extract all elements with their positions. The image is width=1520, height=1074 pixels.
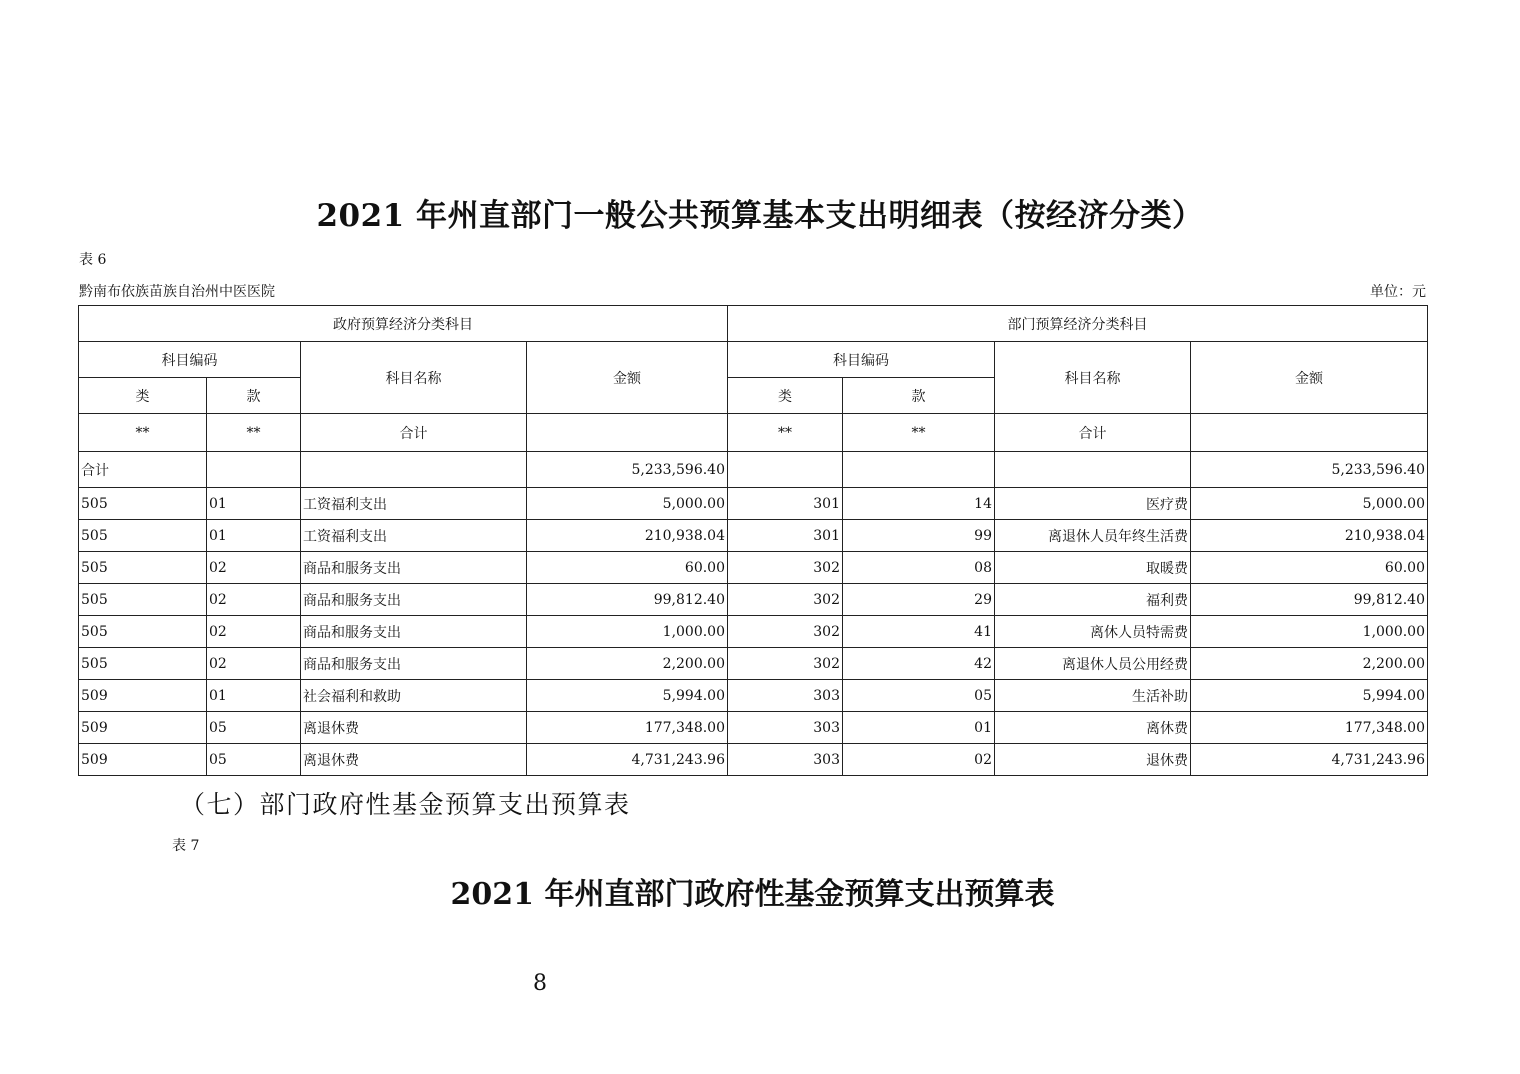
- dept-class-cell: 302: [728, 616, 843, 648]
- table-row: [79, 616, 1428, 648]
- dept-name-header: 科目名称: [995, 342, 1191, 414]
- gov-class-cell: 505: [79, 520, 207, 552]
- dept-item-cell: 05: [843, 680, 995, 712]
- gov-name-total-label: 合计: [301, 414, 527, 452]
- dept-amount-cell: 1,000.00: [1191, 616, 1428, 648]
- gov-class-star: **: [79, 414, 207, 452]
- gov-name-cell: 商品和服务支出: [301, 552, 527, 584]
- gov-item-cell: 01: [207, 520, 301, 552]
- gov-code-header: 科目编码: [79, 342, 301, 378]
- table-row: [79, 712, 1428, 744]
- gov-amount-cell: 1,000.00: [527, 616, 728, 648]
- table-row: [79, 552, 1428, 584]
- gov-amount-cell: 177,348.00: [527, 712, 728, 744]
- gov-name-header: 科目名称: [301, 342, 527, 414]
- second-title: 2021 年州直部门政府性基金预算支出预算表: [450, 877, 1055, 912]
- table-row: [79, 648, 1428, 680]
- dept-name-total-label: 合计: [995, 414, 1191, 452]
- table-number: 表 6: [79, 252, 107, 268]
- dept-total-amount: 5,233,596.40: [1191, 452, 1428, 488]
- dept-amount-cell: 5,000.00: [1191, 488, 1428, 520]
- budget-table: [78, 305, 1428, 776]
- dept-amount-cell: 99,812.40: [1191, 584, 1428, 616]
- table-row: [79, 680, 1428, 712]
- gov-amount-cell: 60.00: [527, 552, 728, 584]
- gov-class-cell: 509: [79, 712, 207, 744]
- gov-amount-cell: 4,731,243.96: [527, 744, 728, 776]
- dept-name-cell: 离退休人员公用经费: [995, 648, 1191, 680]
- gov-amount-empty: [527, 414, 728, 452]
- dept-amount-cell: 60.00: [1191, 552, 1428, 584]
- empty-cell: [843, 452, 995, 488]
- gov-item-cell: 01: [207, 488, 301, 520]
- dept-class-header: 类: [728, 378, 843, 414]
- page-title: 2021 年州直部门一般公共预算基本支出明细表（按经济分类）: [316, 198, 1204, 234]
- gov-class-cell: 505: [79, 552, 207, 584]
- unit-label: 单位：元: [1370, 284, 1426, 300]
- gov-item-cell: 02: [207, 584, 301, 616]
- gov-amount-header: 金额: [527, 342, 728, 414]
- gov-class-header: 类: [79, 378, 207, 414]
- dept-amount-cell: 2,200.00: [1191, 648, 1428, 680]
- gov-name-cell: 社会福利和救助: [301, 680, 527, 712]
- star-row: [79, 414, 1428, 452]
- gov-group-header: 政府预算经济分类科目: [79, 306, 728, 342]
- dept-class-cell: 302: [728, 552, 843, 584]
- gov-class-cell: 505: [79, 488, 207, 520]
- gov-class-cell: 505: [79, 616, 207, 648]
- gov-amount-cell: 99,812.40: [527, 584, 728, 616]
- dept-name-cell: 医疗费: [995, 488, 1191, 520]
- gov-amount-cell: 5,000.00: [527, 488, 728, 520]
- dept-class-cell: 301: [728, 488, 843, 520]
- empty-cell: [301, 452, 527, 488]
- total-row: [79, 452, 1428, 488]
- gov-name-cell: 商品和服务支出: [301, 584, 527, 616]
- gov-item-cell: 05: [207, 712, 301, 744]
- dept-group-header: 部门预算经济分类科目: [728, 306, 1428, 342]
- gov-amount-cell: 2,200.00: [527, 648, 728, 680]
- dept-amount-header: 金额: [1191, 342, 1428, 414]
- gov-item-header: 款: [207, 378, 301, 414]
- gov-class-cell: 505: [79, 584, 207, 616]
- gov-item-star: **: [207, 414, 301, 452]
- gov-total-amount: 5,233,596.40: [527, 452, 728, 488]
- gov-item-cell: 01: [207, 680, 301, 712]
- dept-amount-empty: [1191, 414, 1428, 452]
- empty-cell: [207, 452, 301, 488]
- table-row: [79, 488, 1428, 520]
- dept-item-cell: 01: [843, 712, 995, 744]
- group-header-row: [79, 306, 1428, 342]
- dept-name-cell: 退休费: [995, 744, 1191, 776]
- gov-class-cell: 505: [79, 648, 207, 680]
- gov-item-cell: 02: [207, 616, 301, 648]
- gov-name-cell: 商品和服务支出: [301, 616, 527, 648]
- dept-name-cell: 离休费: [995, 712, 1191, 744]
- section-heading: （七）部门政府性基金预算支出预算表: [180, 790, 631, 819]
- dept-name-cell: 离退休人员年终生活费: [995, 520, 1191, 552]
- dept-item-cell: 29: [843, 584, 995, 616]
- table-row: [79, 520, 1428, 552]
- gov-item-cell: 02: [207, 648, 301, 680]
- dept-item-cell: 42: [843, 648, 995, 680]
- dept-class-cell: 301: [728, 520, 843, 552]
- dept-name-cell: 离休人员特需费: [995, 616, 1191, 648]
- table-row: [79, 744, 1428, 776]
- dept-class-star: **: [728, 414, 843, 452]
- dept-amount-cell: 4,731,243.96: [1191, 744, 1428, 776]
- dept-class-cell: 303: [728, 744, 843, 776]
- page-number: 8: [533, 971, 547, 996]
- table7-number: 表 7: [172, 838, 200, 854]
- gov-item-cell: 05: [207, 744, 301, 776]
- gov-amount-cell: 210,938.04: [527, 520, 728, 552]
- dept-item-cell: 99: [843, 520, 995, 552]
- gov-name-cell: 离退休费: [301, 744, 527, 776]
- dept-name-cell: 取暖费: [995, 552, 1191, 584]
- total-label: 合计: [79, 452, 207, 488]
- table-row: [79, 584, 1428, 616]
- dept-class-cell: 303: [728, 712, 843, 744]
- dept-item-star: **: [843, 414, 995, 452]
- gov-name-cell: 工资福利支出: [301, 488, 527, 520]
- gov-name-cell: 商品和服务支出: [301, 648, 527, 680]
- dept-item-cell: 41: [843, 616, 995, 648]
- gov-amount-cell: 5,994.00: [527, 680, 728, 712]
- dept-amount-cell: 5,994.00: [1191, 680, 1428, 712]
- gov-name-cell: 离退休费: [301, 712, 527, 744]
- dept-amount-cell: 177,348.00: [1191, 712, 1428, 744]
- empty-cell: [728, 452, 843, 488]
- dept-item-cell: 02: [843, 744, 995, 776]
- gov-class-cell: 509: [79, 680, 207, 712]
- column-header-row: [79, 342, 1428, 378]
- dept-name-cell: 生活补助: [995, 680, 1191, 712]
- dept-class-cell: 303: [728, 680, 843, 712]
- gov-item-cell: 02: [207, 552, 301, 584]
- organization-name: 黔南布依族苗族自治州中医医院: [79, 284, 275, 300]
- empty-cell: [995, 452, 1191, 488]
- dept-amount-cell: 210,938.04: [1191, 520, 1428, 552]
- dept-class-cell: 302: [728, 648, 843, 680]
- dept-item-cell: 08: [843, 552, 995, 584]
- dept-item-cell: 14: [843, 488, 995, 520]
- gov-class-cell: 509: [79, 744, 207, 776]
- dept-class-cell: 302: [728, 584, 843, 616]
- gov-name-cell: 工资福利支出: [301, 520, 527, 552]
- dept-name-cell: 福利费: [995, 584, 1191, 616]
- dept-code-header: 科目编码: [728, 342, 995, 378]
- dept-item-header: 款: [843, 378, 995, 414]
